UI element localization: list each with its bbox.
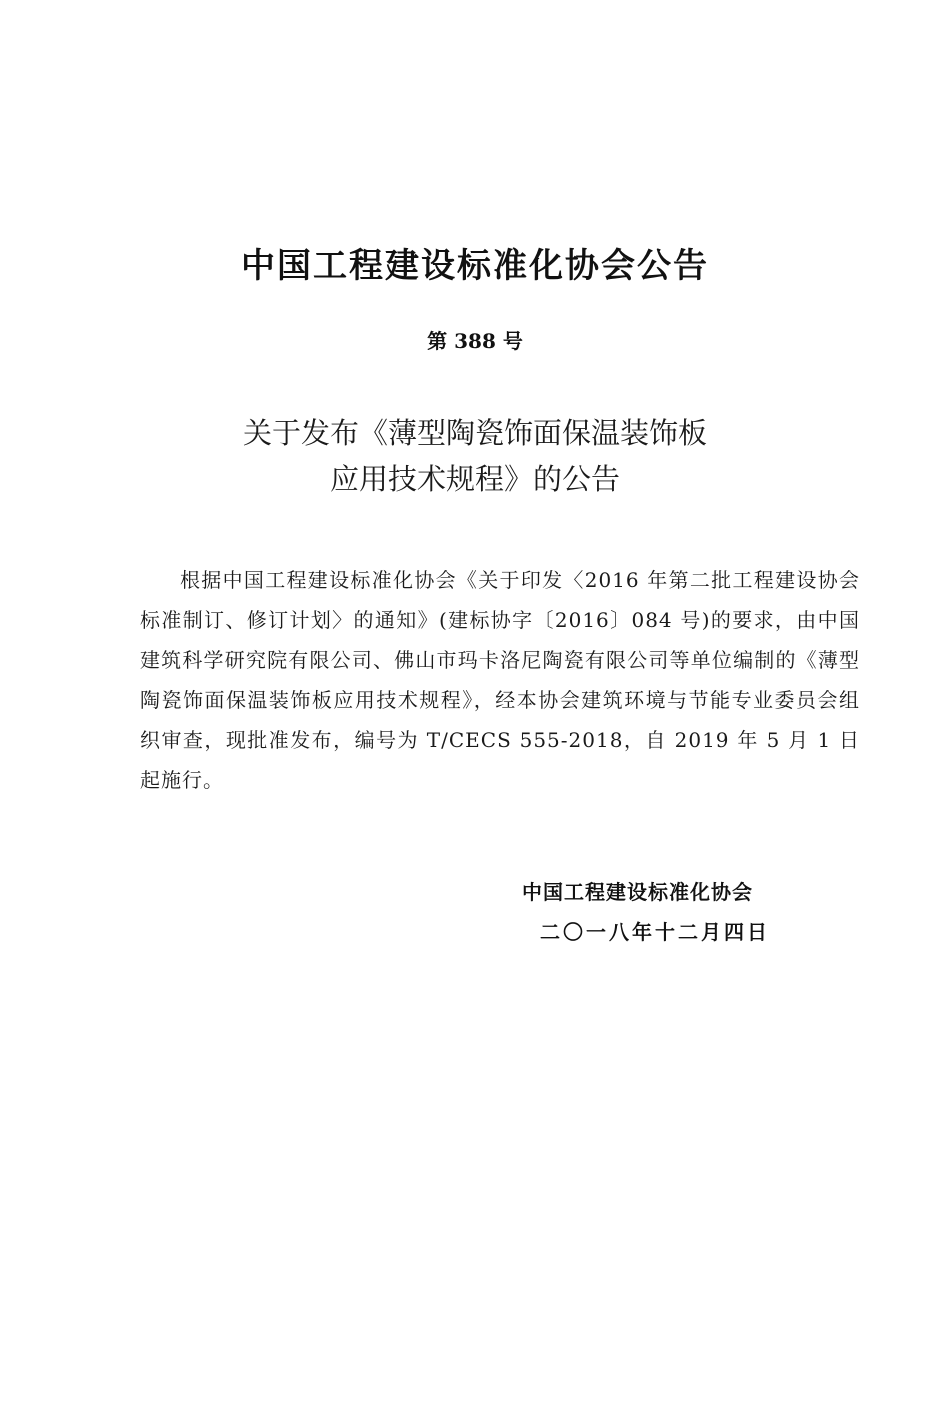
subject-line-2: 应用技术规程》的公告 (329, 462, 620, 496)
signature-date: 二〇一八年十二月四日 (540, 920, 770, 944)
announcement-body: 根据中国工程建设标准化协会《关于印发〈2016 年第二批工程建设协会标准制订、修订计划〉的通知》(建标协字〔2016〕084 号)的要求，由中国建筑科学研究院有限公司、佛山市玛卡洛尼陶瓷有限公司等单位编制的《薄型陶瓷饰面保温装饰板应用技术规程》，经本协会建筑环境与节能专业委员会组织审查，现批准发布，编号为 T/CECS 555-2018，自 2019 年 5 月 1 日起施行。 (140, 568, 860, 792)
announcement-subject (0, 410, 950, 502)
signature-block (500, 872, 820, 952)
announcement-title: 中国工程建设标准化协会公告 (241, 246, 709, 286)
signature-organization: 中国工程建设标准化协会 (522, 880, 753, 904)
subject-line-1: 关于发布《薄型陶瓷饰面保温装饰板 (242, 416, 707, 450)
notice-number: 第 388 号 (427, 329, 523, 353)
